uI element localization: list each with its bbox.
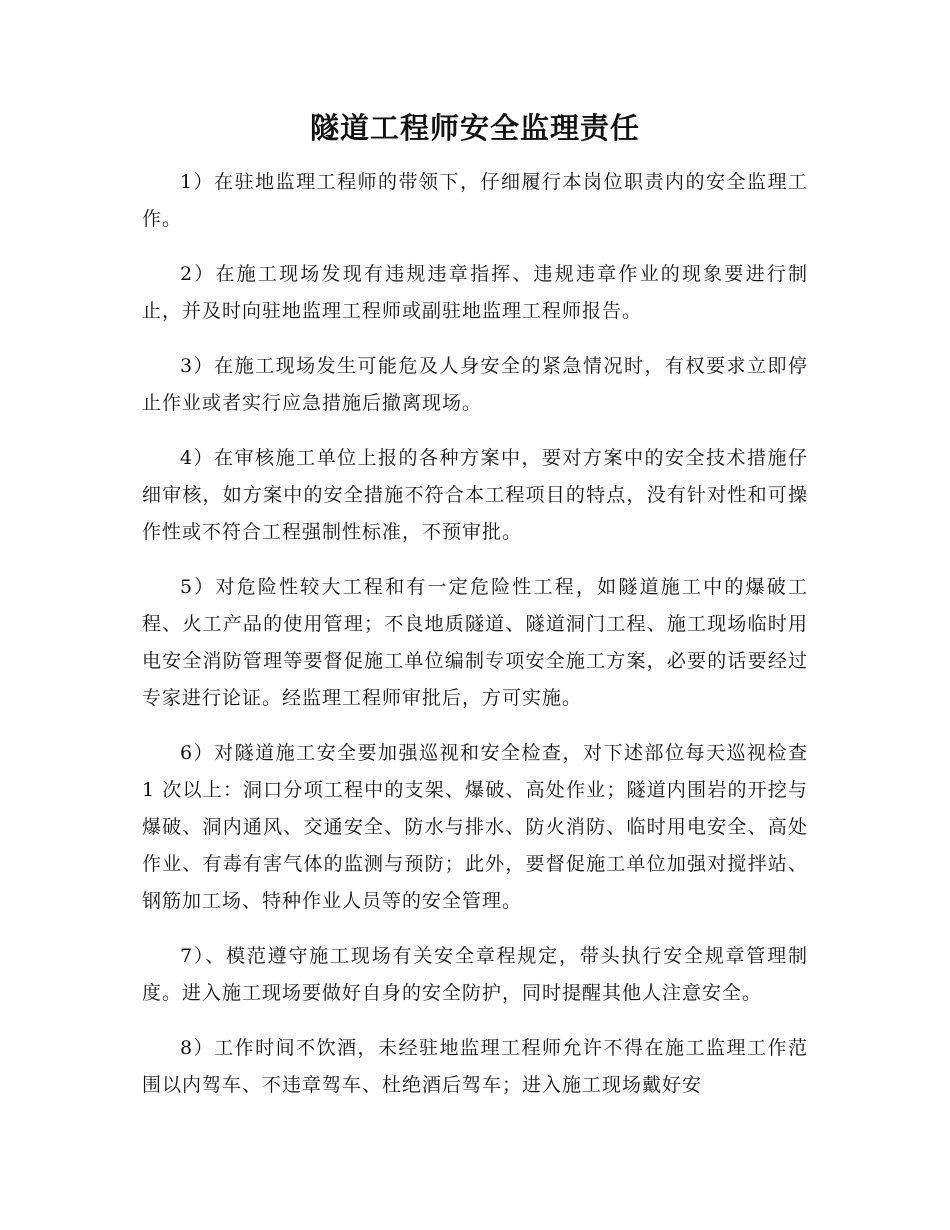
paragraph-8: 8）工作时间不饮酒，未经驻地监理工程师允许不得在施工监理工作范围以内驾车、不违章驾车、杜绝酒后驾车；进入施工现场戴好安 <box>142 1037 808 1096</box>
paragraph-2: 2）在施工现场发现有违规违章指挥、违规违章作业的现象要进行制止，并及时向驻地监理工程师或副驻地监理工程师报告。 <box>142 263 808 322</box>
paragraph-6: 6）对隧道施工安全要加强巡视和安全检查，对下述部位每天巡视检查 1 次以上：洞口分项工程中的支架、爆破、高处作业；隧道内围岩的开挖与爆破、洞内通风、交通安全、防水与排水、防火消防、临时用电安全、高处作业、有毒有害气体的监测与预防；此外，要督促施工单位加强对搅拌站、钢筋加工场、特种作业人员等的安全管理。 <box>142 742 808 912</box>
paragraph-3: 3）在施工现场发生可能危及人身安全的紧急情况时，有权要求立即停止作业或者实行应急措施后撤离现场。 <box>142 355 808 414</box>
paragraph-1: 1）在驻地监理工程师的带领下，仔细履行本岗位职责内的安全监理工作。 <box>142 171 808 230</box>
paragraph-4: 4）在审核施工单位上报的各种方案中，要对方案中的安全技术措施仔细审核，如方案中的安全措施不符合本工程项目的特点，没有针对性和可操作性或不符合工程强制性标准，不预审批。 <box>142 447 808 543</box>
paragraph-5: 5）对危险性较大工程和有一定危险性工程，如隧道施工中的爆破工程、火工产品的使用管理；不良地质隧道、隧道洞门工程、施工现场临时用电安全消防管理等要督促施工单位编制专项安全施工方案，必要的话要经过专家进行论证。经监理工程师审批后，方可实施。 <box>142 576 808 709</box>
paragraph-7: 7）、模范遵守施工现场有关安全章程规定，带头执行安全规章管理制度。进入施工现场要做好自身的安全防护，同时提醒其他人注意安全。 <box>142 945 808 1004</box>
document-body <box>142 164 808 1122</box>
document-title: 隧道工程师安全监理责任 <box>309 111 640 145</box>
